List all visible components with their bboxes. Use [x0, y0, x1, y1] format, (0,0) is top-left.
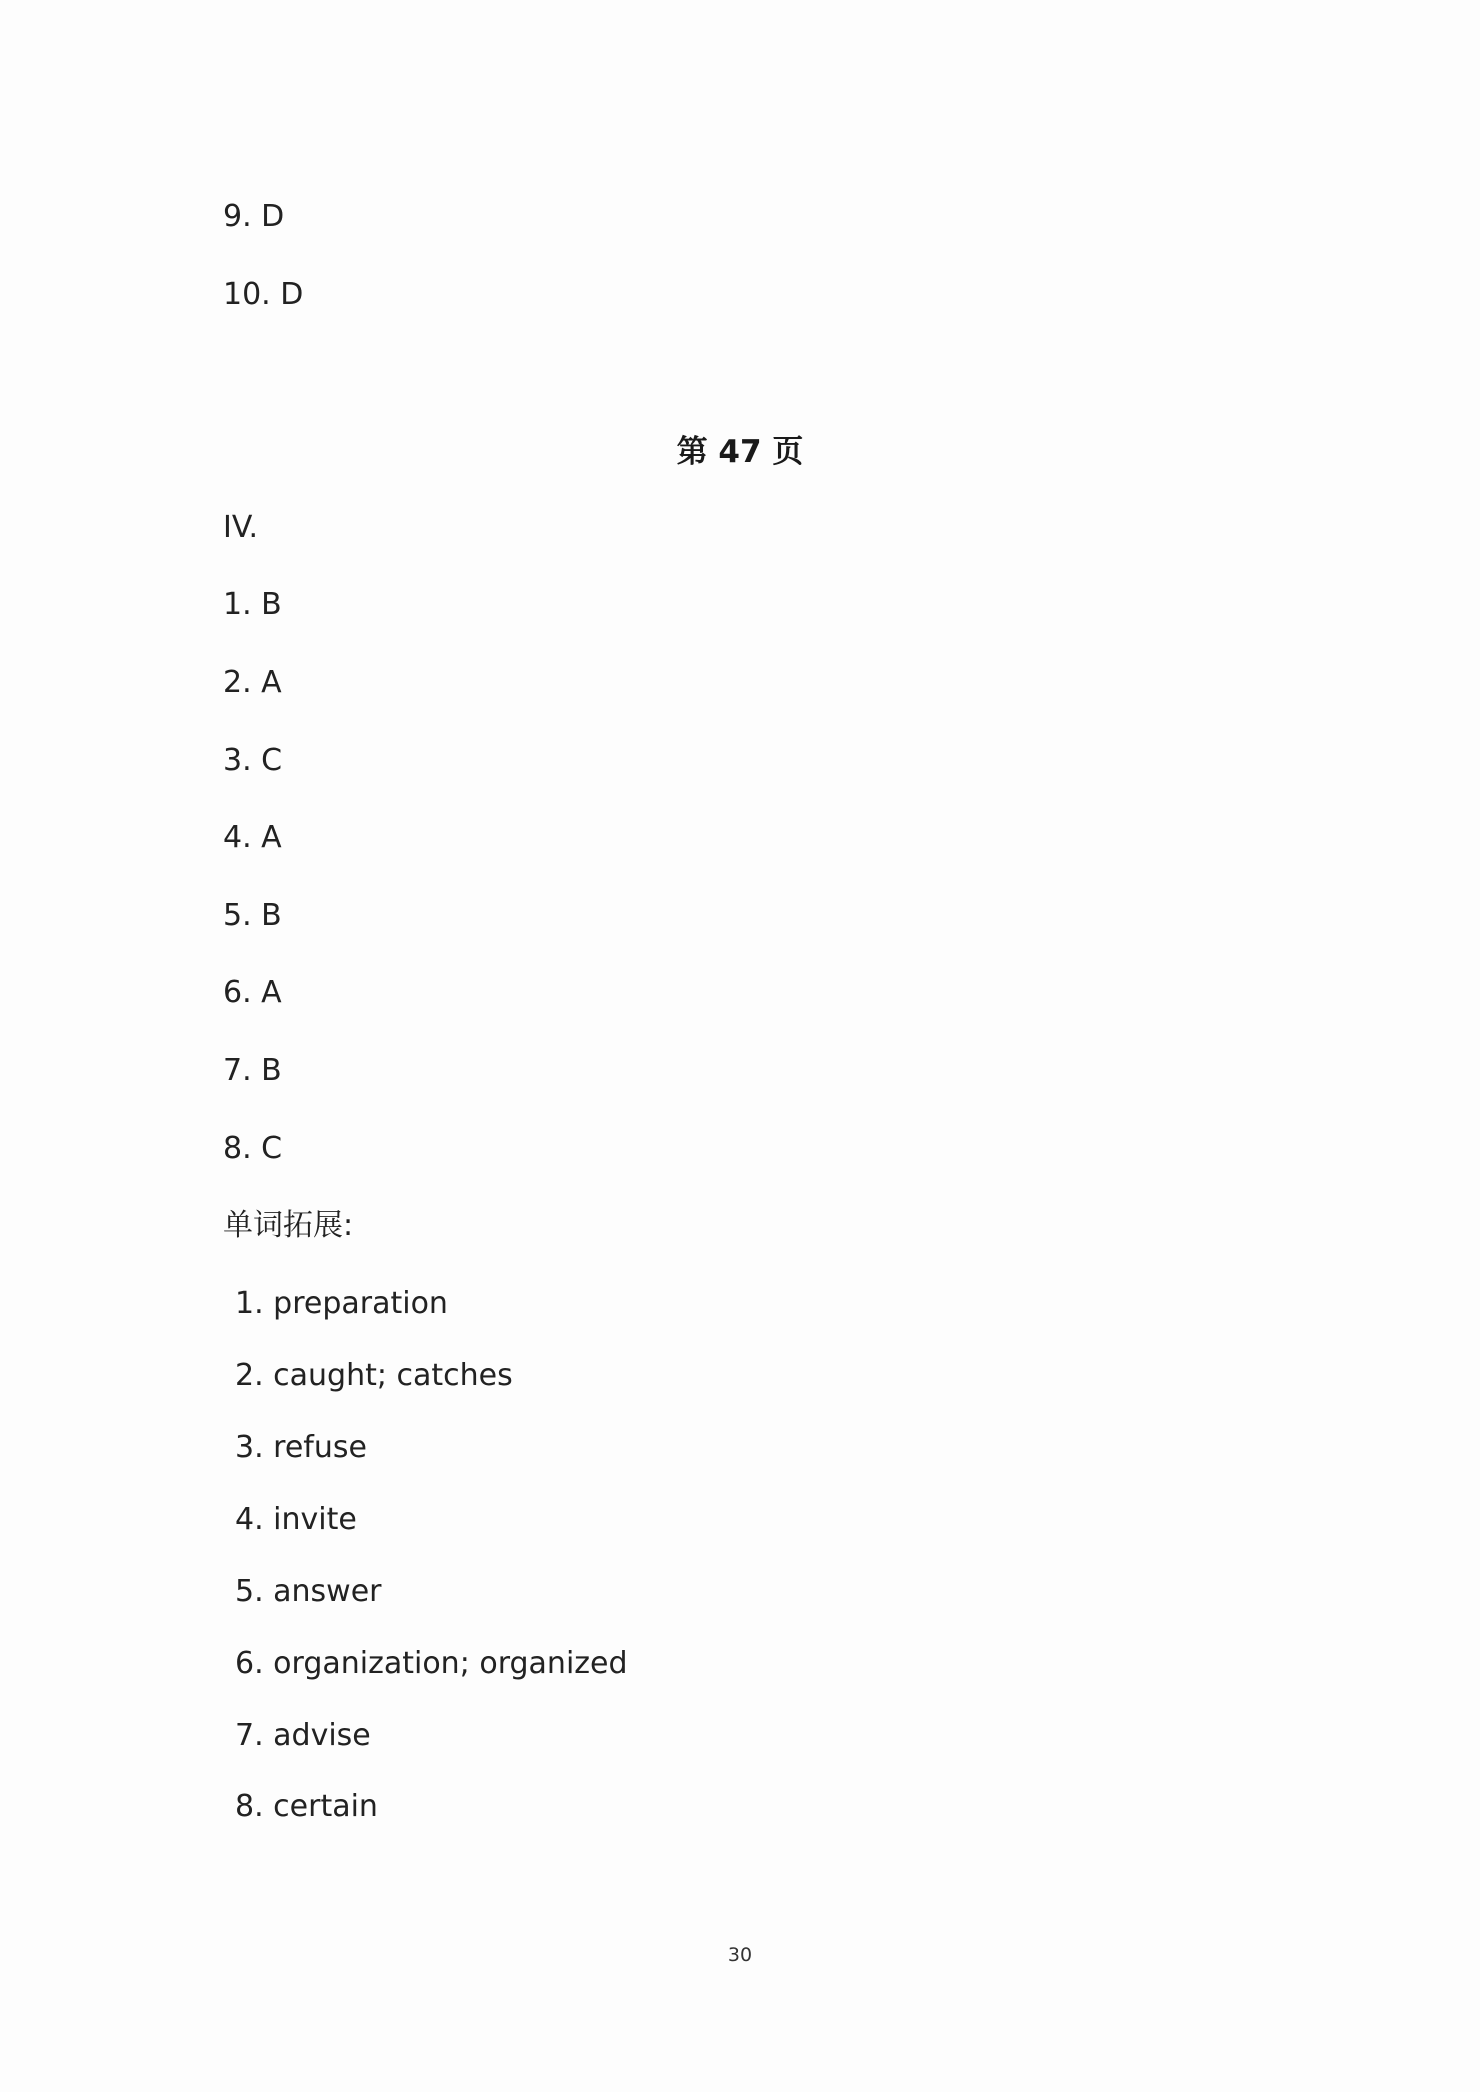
vocab-item: 3. refuse	[235, 1430, 367, 1465]
answer-item: 1. B	[223, 587, 282, 622]
vocab-item: 1. preparation	[235, 1286, 448, 1321]
vocab-item: 7. advise	[235, 1718, 371, 1753]
answer-item: 9. D	[223, 199, 285, 234]
vocab-item: 6. organization; organized	[235, 1646, 628, 1681]
answer-item: 6. A	[223, 975, 282, 1010]
page-number: 30	[727, 1944, 753, 1966]
answer-item: 10. D	[223, 277, 304, 312]
vocab-item: 5. answer	[235, 1574, 382, 1609]
vocab-item: 4. invite	[235, 1502, 357, 1537]
answer-item: 2. A	[223, 665, 282, 700]
part-label: IV.	[223, 510, 259, 545]
section-title: 第 47 页	[676, 434, 804, 470]
answer-item: 4. A	[223, 820, 282, 855]
answer-item: 8. C	[223, 1131, 283, 1166]
answer-item: 3. C	[223, 743, 283, 778]
answer-item: 7. B	[223, 1053, 282, 1088]
vocab-title: 单词拓展:	[223, 1208, 354, 1243]
answer-item: 5. B	[223, 898, 282, 933]
vocab-item: 2. caught; catches	[235, 1358, 513, 1393]
vocab-item: 8. certain	[235, 1789, 378, 1824]
